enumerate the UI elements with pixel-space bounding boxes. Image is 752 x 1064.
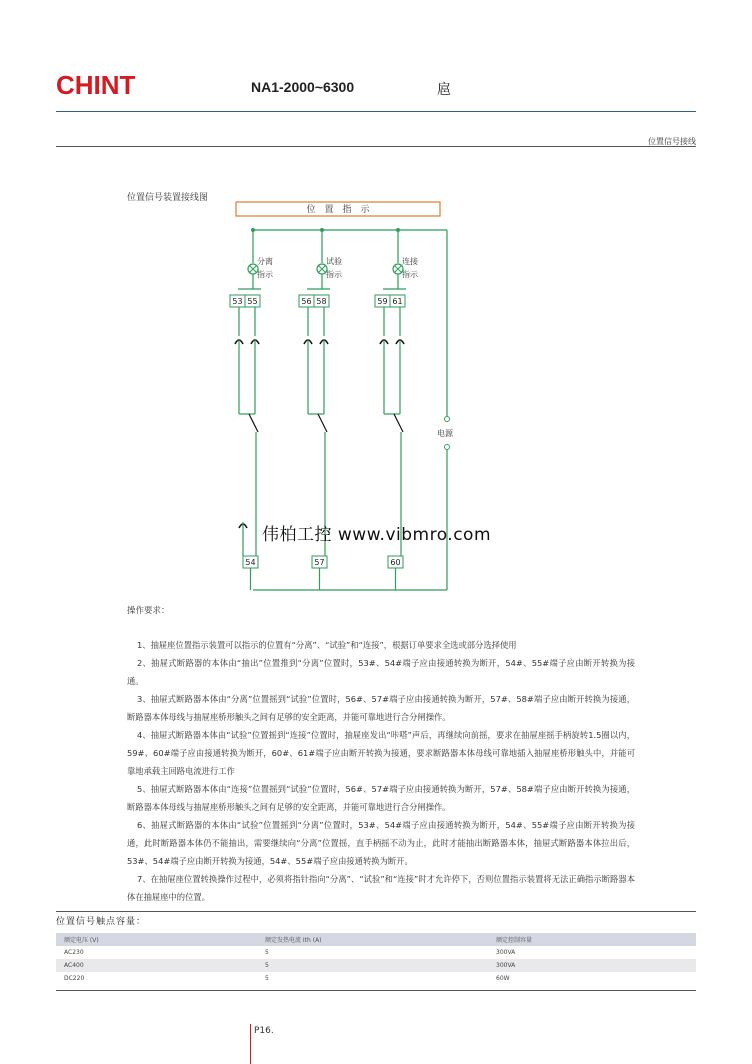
table-cell: 5 — [265, 949, 269, 956]
switch-blade-icon — [318, 414, 327, 432]
terminal-label: 56 — [301, 297, 312, 306]
table-cell: AC230 — [64, 949, 84, 956]
capacity-rule — [56, 911, 696, 912]
lamp-label: 指示 — [402, 270, 418, 279]
terminal-label: 55 — [247, 297, 258, 306]
table-cell: AC400 — [56, 959, 257, 972]
lamp-label: 连接 — [402, 257, 418, 266]
table-row — [56, 959, 696, 972]
requirement-item: 7、在抽屉座位置转换操作过程中，必须将指针指向“分离”、“试验”和“连接”时才允许停下，否则位置指示装置将无法正确指示断路器本体在抽屉座中的位置。 — [127, 874, 635, 902]
bottom-terminal-label: 60 — [390, 558, 401, 567]
banner-text: 位 置 指 示 — [306, 205, 370, 215]
lamp-label: 指示 — [326, 270, 342, 279]
requirement-item: 5、抽屉式断路器本体由“连接”位置摇到“试验”位置时，56#、57#端子应由接通转换为断开，57#、58#端子应由断开转换为接通，断路器本体母线与抽屉座桥形触头之间有足够的安全距离，并能可靠地进行合分闸操作。 — [127, 784, 635, 812]
requirement-item: 2、抽屉式断路器的本体由“抽出”位置推到“分离”位置时，53#、54#端子应由接通转换为断开，54#、55#端子应由断开转换为接通。 — [127, 658, 635, 686]
capacity-bottom-rule — [56, 990, 696, 991]
header-cell: 额定电压 (V) — [56, 933, 257, 946]
terminal-label: 61 — [392, 297, 403, 306]
requirement-item: 3、抽屉式断路器本体由“分离”位置摇到“试验”位置时，56#、57#端子应由接通转换为断开，57#、58#端子应由断开转换为接通，断路器本体母线与抽屉座桥形触头之间有足够的安全距离，并能可靠地进行合分闸操作。 — [127, 694, 635, 722]
section-label: 位置信号接线 — [648, 137, 696, 146]
table-cell: 60W — [496, 975, 510, 982]
page-number: P16. — [254, 1026, 274, 1036]
capacity-title: 位置信号触点容量： — [56, 917, 147, 927]
switch-blade-icon — [249, 414, 258, 432]
model-suffix: 扈 — [437, 82, 451, 98]
table-row — [56, 946, 696, 959]
terminal-label: 59 — [377, 297, 388, 306]
requirements-body — [127, 636, 635, 906]
header-cell: 额定控制容量 — [488, 933, 696, 946]
header-cell: 额定发热电流 Ith (A) — [257, 933, 488, 946]
chint-logo: CHINT — [56, 70, 136, 100]
table-cell: 300VA — [496, 949, 516, 956]
switch-blade-icon — [394, 414, 403, 432]
model-title: NA1-2000~6300 — [251, 79, 355, 95]
table-cell: 5 — [265, 975, 269, 982]
bottom-terminal-label: 57 — [314, 558, 325, 567]
requirement-item: 1、抽屉座位置指示装置可以指示的位置有“分离”、“试验”和“连接”，根据订单要求全选或部分选择使用 — [137, 640, 517, 650]
bottom-terminal-label: 54 — [245, 558, 256, 567]
capacity-table — [56, 933, 696, 985]
page-marker — [250, 1024, 251, 1064]
table-row — [56, 972, 696, 985]
watermark: 伟柏工控 www.vibmro.com — [262, 525, 492, 545]
requirements-title: 操作要求： — [127, 606, 170, 616]
terminal-label: 53 — [232, 297, 243, 306]
table-cell: 5 — [257, 959, 488, 972]
diagram-title: 位置信号装置接线图 — [127, 193, 209, 203]
requirement-item: 4、抽屉式断路器本体由“试验”位置摇到“连接”位置时，抽屉座发出“咔嗒”声后，再继续向前摇，要求在抽屉座摇手柄旋转1.5圈以内，59#、60#端子应由接通转换为断开，60#、61#端子应由断开转换为接通，要求断路器本体母线可靠地插入抽屉座桥形触头中，并能可靠地承载主回路电流进行工作 — [127, 730, 635, 776]
requirement-item: 6、抽屉式断路器的本体由“试验”位置摇到“分离”位置时，53#、54#端子应由接通转换为断开，54#、55#端子应由断开转换为接通，此时断路器本体仍不能抽出，需要继续向“分离”位置摇，直手柄摇不动为止，此时才能抽出断路器本体，抽屉式断路器本体拉出后，53#、54#端子应由断开转换为接通，54#、55#端子应由接通转换为断开。 — [127, 820, 635, 866]
power-terminal-top — [445, 417, 450, 422]
lamp-label: 试验 — [326, 257, 342, 266]
lamp-label: 分离 — [257, 257, 273, 266]
lamp-label: 指示 — [257, 270, 273, 279]
power-label: 电源 — [437, 429, 453, 438]
terminal-label: 58 — [316, 297, 327, 306]
power-terminal-bottom — [445, 445, 450, 450]
table-header-row — [56, 933, 696, 946]
table-cell: 300VA — [488, 959, 696, 972]
table-cell: DC220 — [64, 975, 85, 982]
